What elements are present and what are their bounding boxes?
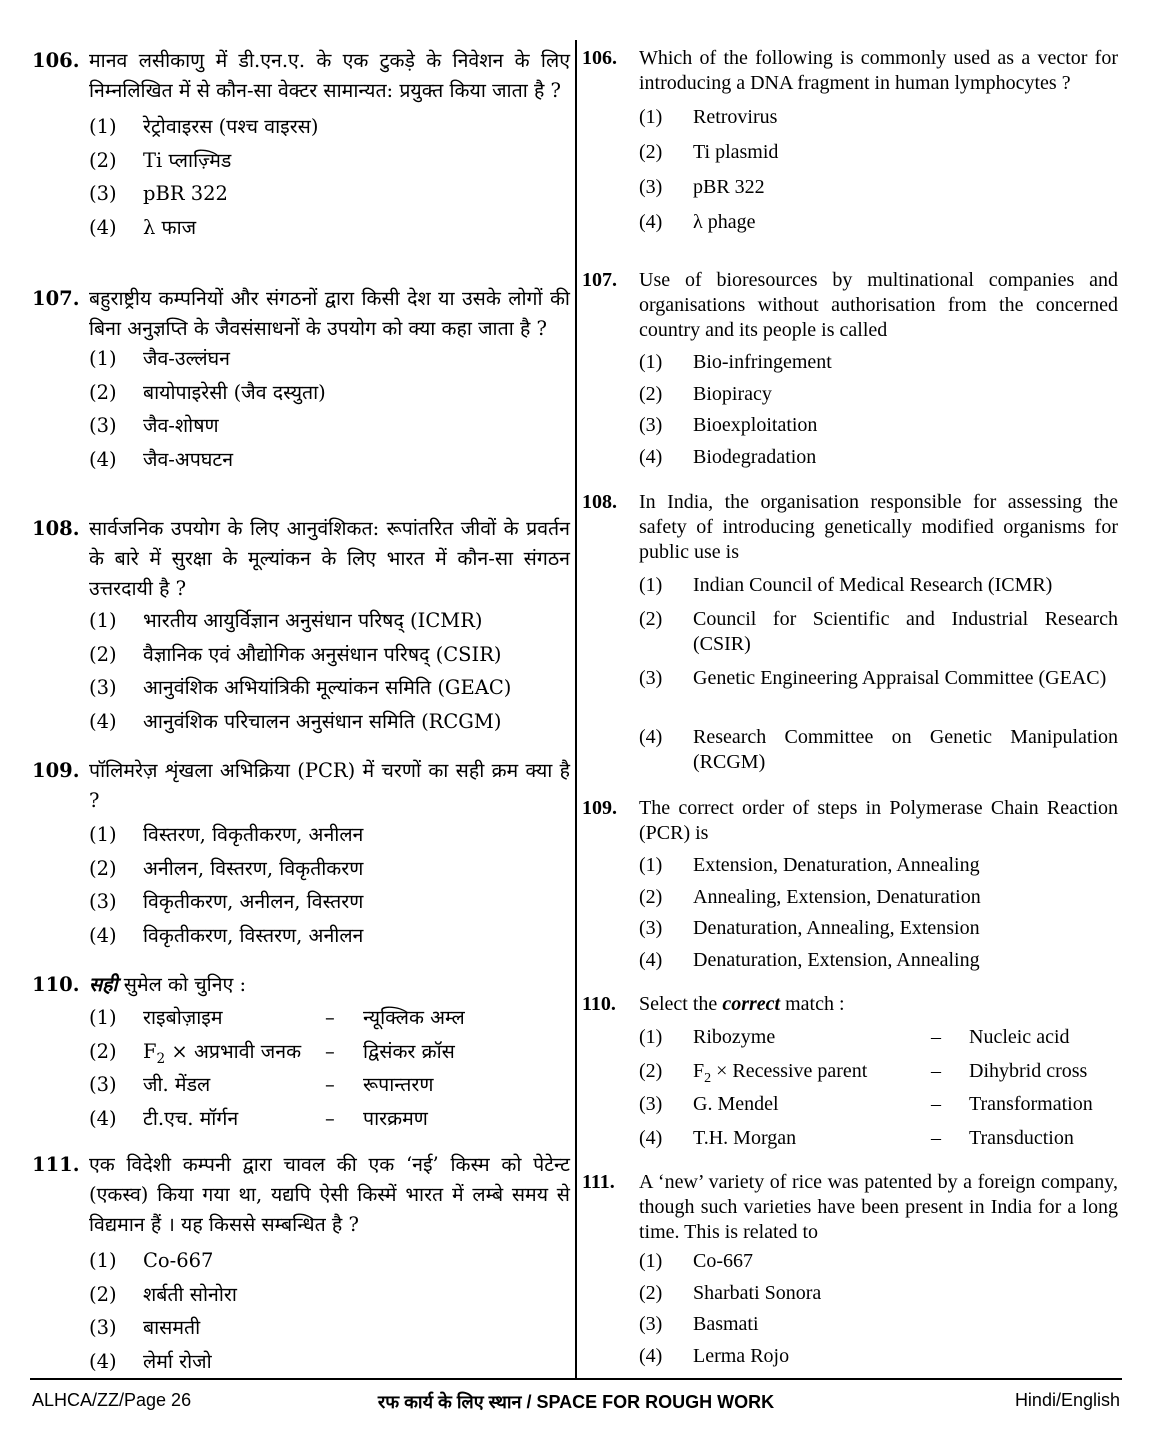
option (89, 445, 570, 479)
option-text: Bioexploitation (693, 414, 818, 436)
option (639, 1312, 1118, 1344)
option (639, 1281, 1118, 1313)
option-text: Denaturation, Extension, Annealing (693, 948, 980, 971)
option-text: Co-667 (143, 1249, 214, 1272)
page-footer (32, 1390, 1120, 1414)
option-text: आनुवंशिक परिचालन अनुसंधान समिति (RCGM) (143, 709, 502, 733)
option-number: (2) (639, 141, 663, 163)
option-number: (3) (89, 1073, 117, 1096)
option (89, 1347, 570, 1381)
option-number: (4) (89, 1106, 117, 1130)
question-text: Use of bioresources by multinational companies and organisations without authorisation from the concerned country and its people is called (639, 269, 1118, 341)
option-text: λ फाज (143, 215, 197, 239)
emphasis-word: सही (89, 973, 118, 996)
question-text: The correct order of steps in Polymerase Chain Reaction (PCR) is (639, 797, 1118, 844)
question-text: पॉलिमरेज़ शृंखला अभिक्रिया (PCR) में चरणों का सही क्रम क्या है ? (89, 759, 570, 812)
option (639, 607, 1118, 666)
option-number: (4) (639, 1126, 663, 1149)
option-number: (3) (639, 917, 663, 939)
option-text: pBR 322 (693, 176, 765, 198)
option-text: Biodegradation (693, 445, 817, 468)
option-number: (2) (89, 1039, 117, 1063)
f-symbol: F (693, 1059, 705, 1082)
question-number: 110. (32, 973, 80, 996)
match-option (639, 1059, 1118, 1093)
option (639, 382, 1118, 414)
option-number: (4) (639, 726, 663, 748)
match-right: Nucleic acid (969, 1026, 1070, 1048)
option-text: Sharbati Sonora (693, 1281, 822, 1304)
option-number: (2) (639, 608, 663, 630)
option-text: बायोपाइरेसी (जैव दस्युता) (143, 380, 326, 404)
option-number: (2) (639, 1281, 663, 1304)
option (89, 378, 570, 412)
match-left-text: × Recessive parent (711, 1059, 868, 1082)
option (89, 213, 570, 247)
option-number: (4) (89, 709, 117, 733)
question-text (639, 992, 1118, 1017)
option-number: (2) (89, 642, 117, 666)
rough-work-label: रफ कार्य के लिए स्थान / SPACE FOR ROUGH WORK (377, 1392, 775, 1412)
option (639, 885, 1118, 917)
question-number: 109. (582, 797, 617, 819)
question-110-hindi (32, 970, 570, 1137)
option (89, 887, 570, 921)
option-number: (4) (89, 923, 117, 947)
option (89, 707, 570, 741)
option-text: Biopiracy (693, 382, 772, 405)
match-dash: – (931, 1026, 941, 1048)
option-text: Genetic Engineering Appraisal Committee (GEAC) (693, 667, 1107, 689)
option (639, 175, 1118, 210)
option-text: Lerma Rojo (693, 1344, 790, 1367)
option-text: आनुवंशिक अभियांत्रिकी मूल्यांकन समिति (GEAC) (143, 676, 512, 699)
option-number: (3) (639, 1093, 663, 1115)
question-106-english (582, 46, 1118, 240)
option-number: (1) (639, 574, 663, 596)
question-text: A ‘new’ variety of rice was patented by a foreign company, though such varieties have been present in India for a long time. This is related to (639, 1171, 1118, 1243)
option (639, 916, 1118, 948)
option (89, 146, 570, 180)
question-108-hindi (32, 514, 570, 740)
match-left (143, 1037, 325, 1074)
option-number: (2) (639, 382, 663, 405)
question-107-hindi (32, 284, 570, 478)
option-text: Council for Scientific and Industrial Research (CSIR) (693, 608, 1118, 655)
option-number: (4) (89, 215, 117, 239)
question-111-hindi (32, 1150, 570, 1380)
match-right: Dihybrid cross (969, 1059, 1088, 1082)
question-109-hindi (32, 756, 570, 954)
option-text: Extension, Denaturation, Annealing (693, 854, 980, 876)
option (89, 921, 570, 955)
emphasis-word: correct (722, 993, 781, 1015)
match-left (693, 1059, 931, 1091)
option (89, 1280, 570, 1314)
question-number: 108. (32, 517, 80, 540)
column-divider (575, 40, 577, 1378)
option (639, 948, 1118, 980)
options-list (89, 344, 570, 478)
option (639, 725, 1118, 777)
question-number: 108. (582, 491, 617, 513)
match-option (639, 1126, 1118, 1160)
option-text: अनीलन, विस्तरण, विकृतीकरण (143, 856, 364, 880)
match-left: T.H. Morgan (693, 1126, 797, 1149)
option (89, 673, 570, 707)
option-text: बासमती (143, 1316, 201, 1339)
option-number: (1) (639, 1026, 663, 1048)
match-dash: – (325, 1039, 335, 1063)
option-text: Bio-infringement (693, 351, 832, 373)
option-text: लेर्मा रोजो (143, 1349, 212, 1373)
subscript: 2 (704, 1070, 712, 1086)
option-text: Indian Council of Medical Research (ICMR) (693, 574, 1053, 596)
option (89, 820, 570, 854)
option (89, 411, 570, 445)
question-number: 110. (582, 993, 616, 1015)
match-option (89, 1037, 570, 1071)
option (89, 344, 570, 378)
option-number: (3) (89, 182, 117, 205)
question-text: सार्वजनिक उपयोग के लिए आनुवंशिकत: रूपांतरित जीवों के प्रवर्तन के बारे में सुरक्षा के मूल्यांकन के लिए भारत में कौन-सा संगठन उत्तरदायी है ? (89, 517, 570, 600)
option-number: (1) (639, 1250, 663, 1272)
option-number: (4) (639, 445, 663, 468)
option-text: जैव-उल्लंघन (143, 347, 230, 370)
option-text: विकृतीकरण, विस्तरण, अनीलन (143, 923, 364, 947)
match-right: रूपान्तरण (363, 1073, 434, 1096)
option-number: (3) (89, 890, 117, 913)
option-number: (2) (89, 856, 117, 880)
option-text: Basmati (693, 1313, 759, 1335)
options-list (89, 112, 570, 246)
option-text: Annealing, Extension, Denaturation (693, 885, 981, 908)
question-109-english (582, 796, 1118, 979)
option (639, 666, 1118, 725)
question-text-start: Select the (639, 993, 723, 1015)
option-number: (4) (89, 1349, 117, 1373)
option (89, 112, 570, 146)
match-dash: – (325, 1106, 335, 1130)
option-text: शर्बती सोनोरा (143, 1282, 237, 1306)
question-110-english (582, 992, 1118, 1159)
question-number: 111. (32, 1153, 80, 1176)
options-list (639, 853, 1118, 979)
match-left: राइबोज़ाइम (143, 1006, 223, 1029)
option-text: भारतीय आयुर्विज्ञान अनुसंधान परिषद् (ICMR) (143, 609, 483, 632)
question-text: Which of the following is commonly used as a vector for introducing a DNA fragment in human lymphocytes ? (639, 47, 1118, 94)
match-dash: – (325, 1006, 335, 1029)
match-dash: – (931, 1059, 941, 1082)
option-number: (4) (639, 948, 663, 971)
option-number: (1) (639, 854, 663, 876)
question-text: मानव लसीकाणु में डी.एन.ए. के एक टुकड़े के निवेशन के लिए निम्नलिखित में से कौन-सा वेक्टर सामान्यत: प्रयुक्त किया जाता है ? (89, 49, 570, 102)
match-right: Transformation (969, 1093, 1093, 1115)
footer-rule (30, 1378, 1122, 1380)
match-dash: – (325, 1073, 335, 1096)
option (89, 179, 570, 213)
option-number: (1) (89, 115, 117, 138)
option-number: (1) (89, 347, 117, 370)
option (639, 140, 1118, 175)
question-text: एक विदेशी कम्पनी द्वारा चावल की एक ‘नई’ किस्म को पेटेन्ट (एकस्व) किया गया था, यद्यपि ऐसी किस्में भारत में लम्बे समय से विद्यमान हैं । यह किससे सम्बन्धित है ? (89, 1153, 570, 1236)
match-right: पारक्रमण (363, 1106, 428, 1130)
match-option (89, 1003, 570, 1037)
subscript: 2 (156, 1050, 166, 1067)
question-text (89, 970, 570, 1000)
match-left: Ribozyme (693, 1026, 776, 1048)
question-text-rest: match : (780, 993, 845, 1015)
option-number: (3) (639, 414, 663, 436)
option (639, 413, 1118, 445)
f-symbol: F (143, 1039, 157, 1063)
option-text: Ti प्लाज़्मिड (143, 148, 232, 172)
option-number: (3) (89, 676, 117, 699)
option (89, 640, 570, 674)
option (89, 1313, 570, 1347)
option-number: (4) (639, 1344, 663, 1367)
language-label: Hindi/English (1014, 1390, 1120, 1410)
option-number: (4) (89, 447, 117, 471)
options-list (639, 573, 1118, 777)
options-list (639, 105, 1118, 240)
option-number: (1) (639, 351, 663, 373)
question-107-english (582, 268, 1118, 476)
option (89, 1246, 570, 1280)
match-right: न्यूक्लिक अम्ल (363, 1006, 465, 1029)
options-list (89, 1246, 570, 1380)
option (639, 105, 1118, 140)
question-106-hindi (32, 46, 570, 246)
option (639, 445, 1118, 477)
option-number: (3) (639, 176, 663, 198)
option-text: Research Committee on Genetic Manipulation (RCGM) (693, 726, 1118, 773)
question-number: 107. (32, 287, 80, 310)
options-list (639, 1249, 1118, 1375)
option-number: (2) (89, 148, 117, 172)
option-text: Retrovirus (693, 106, 778, 128)
option-number: (4) (639, 211, 663, 233)
option-text: Co-667 (693, 1250, 753, 1272)
option-text: विस्तरण, विकृतीकरण, अनीलन (143, 823, 364, 846)
options-list (639, 1025, 1118, 1159)
option (89, 854, 570, 888)
option-number: (2) (89, 1282, 117, 1306)
option-text: pBR 322 (143, 182, 228, 205)
option-number: (1) (89, 1249, 117, 1272)
option-text: λ phage (693, 211, 756, 233)
match-right: Transduction (969, 1126, 1074, 1149)
option-number: (1) (89, 609, 117, 632)
options-list (89, 820, 570, 954)
option-text: विकृतीकरण, अनीलन, विस्तरण (143, 890, 364, 913)
match-left: G. Mendel (693, 1093, 779, 1115)
option (639, 350, 1118, 382)
option-number: (3) (89, 1316, 117, 1339)
match-dash: – (931, 1126, 941, 1149)
option-number: (1) (639, 106, 663, 128)
question-text: In India, the organisation responsible for assessing the safety of introducing genetically modified organisms for public use is (639, 491, 1118, 563)
options-list (89, 606, 570, 740)
option (639, 1249, 1118, 1281)
question-number: 107. (582, 269, 617, 291)
question-text-rest: सुमेल को चुनिए : (117, 973, 247, 996)
option-number: (3) (639, 1313, 663, 1335)
options-list (639, 350, 1118, 476)
match-option (89, 1104, 570, 1138)
options-list (89, 1003, 570, 1137)
question-number: 106. (32, 49, 80, 72)
option-text: जैव-अपघटन (143, 447, 234, 471)
question-number: 111. (582, 1171, 615, 1193)
option-number: (1) (89, 1006, 117, 1029)
option-number: (3) (639, 667, 663, 689)
option-text: जैव-शोषण (143, 414, 219, 437)
option (639, 573, 1118, 607)
option (639, 210, 1118, 240)
question-number: 106. (582, 47, 617, 69)
match-left-text: × अप्रभावी जनक (165, 1039, 302, 1063)
option-number: (2) (89, 380, 117, 404)
question-text: बहुराष्ट्रीय कम्पनियों और संगठनों द्वारा किसी देश या उसके लोगों की बिना अनुज्ञप्ति के जैवसंसाधनों के उपयोग को क्या कहा जाता है ? (89, 287, 570, 340)
match-option (89, 1070, 570, 1104)
question-number: 109. (32, 759, 80, 782)
option-text: Denaturation, Annealing, Extension (693, 917, 980, 939)
option-number: (2) (639, 885, 663, 908)
option-number: (2) (639, 1059, 663, 1082)
option-text: वैज्ञानिक एवं औद्योगिक अनुसंधान परिषद् (CSIR) (143, 642, 502, 666)
option (89, 606, 570, 640)
match-right: द्विसंकर क्रॉस (363, 1039, 455, 1063)
question-108-english (582, 490, 1118, 777)
match-option (639, 1092, 1118, 1126)
match-left: टी.एच. मॉर्गन (143, 1106, 239, 1130)
option-number: (3) (89, 414, 117, 437)
option-text: Ti plasmid (693, 141, 779, 163)
match-dash: – (931, 1093, 941, 1115)
match-option (639, 1025, 1118, 1059)
match-left: जी. मेंडल (143, 1073, 211, 1096)
page-code: ALHCA/ZZ/Page 26 (32, 1390, 192, 1410)
option-text: रेट्रोवाइरस (पश्च वाइरस) (143, 115, 319, 138)
option (639, 853, 1118, 885)
option (639, 1344, 1118, 1376)
option-number: (1) (89, 823, 117, 846)
question-111-english (582, 1170, 1118, 1375)
